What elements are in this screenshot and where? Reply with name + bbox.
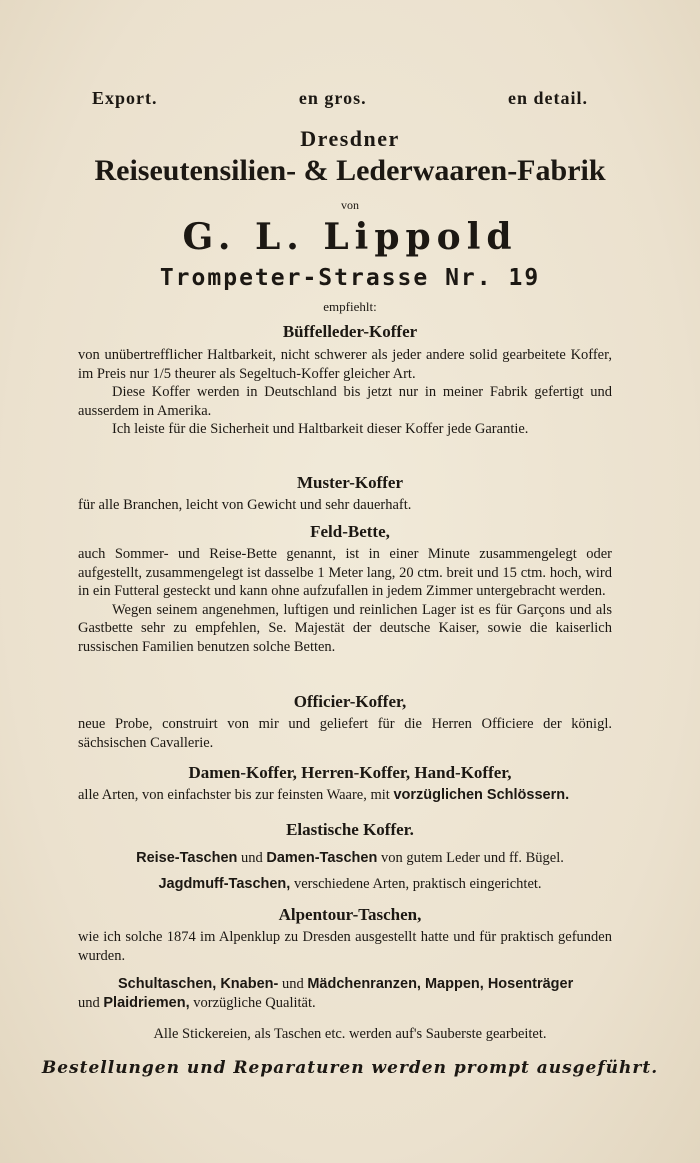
schultaschen-line-2 [78,994,612,1013]
reise-taschen-end: von gutem Leder und ff. Bügel. [377,850,564,866]
alpentour-paragraph: wie ich solche 1874 im Alpenklup zu Dresden ausgestellt hatte und für praktisch gefunden wurden. [78,929,612,964]
section-title-feld: Feld-Bette, [310,522,390,541]
section-body-schultaschen [78,975,612,1012]
damen-text: alle Arten, von einfachster bis zur feinsten Waare, mit [78,787,394,803]
section-title-muster: Muster-Koffer [296,473,404,492]
en-detail-label: en detail. [507,88,588,108]
jagdmuff-line [0,876,700,893]
reise-taschen-und: und [237,850,267,866]
schultaschen-end: vorzügliche Qualität. [189,994,316,1011]
street-address: Trompeter-Strasse Nr. 19 [159,265,541,291]
damen-bold-text: vorzüglichen Schlössern. [393,787,570,803]
dresdner-heading: Dresdner [300,126,400,151]
footer-note: Bestellungen und Reparaturen werden prompt ausgeführt. [41,1058,659,1078]
section-body-damen [78,786,612,805]
empfiehlt-label: empfiehlt: [323,299,377,314]
section-body-feld [78,545,612,656]
section-title-officier: Officier-Koffer, [293,692,407,711]
section-title-damen: Damen-Koffer, Herren-Koffer, Hand-Koffer, [188,763,512,782]
jagdmuff-end: verschiedene Arten, praktisch eingerichtet. [290,876,542,892]
reise-taschen-bold: Reise-Taschen [136,850,238,866]
schultaschen-und: und [278,976,308,992]
schultaschen-line-1 [78,975,612,994]
stickereien-line: Alle Stickereien, als Taschen etc. werden auf's Sauberste gearbeitet. [153,1026,547,1042]
feld-paragraph-1: auch Sommer- und Reise-Bette genannt, ist in einer Minute zusammengelegt oder aufgestellt, zusammengelegt ist dasselbe 1 Meter lang, 20 ctm. breit und 15 ctm. hoch, wird in ein Futteral gesteckt und kann ohne aufzufallen in jedem Zimmer untergebracht werden. [78,546,612,599]
feld-paragraph-2: Wegen seinem angenehmen, luftigen und reinlichen Lager ist es für Garçons und als Gastbette sehr zu empfehlen, Se. Majestät der deutsche Kaiser, sowie die kaiserlich russischen Familien benutzen solche Betten. [78,601,612,655]
von-label: von [341,198,359,212]
en-gros-label: en gros. [298,88,367,108]
section-title-bueffel: Büffelleder-Koffer [282,322,418,341]
export-label: Export. [92,88,158,108]
muster-paragraph: für alle Branchen, leicht von Gewicht und sehr dauerhaft. [78,497,412,513]
reise-taschen-line [0,850,700,867]
schultaschen-und-2: und [78,994,104,1011]
officier-paragraph: neue Probe, construirt von mir und geliefert für die Herren Officiere der königl. sächsischen Cavallerie. [78,716,612,751]
jagdmuff-bold: Jagdmuff-Taschen, [158,876,291,892]
section-title-alpentour: Alpentour-Taschen, [278,905,422,924]
trade-header [92,88,588,109]
schultaschen-bold-1: Schultaschen, Knaben- [118,976,279,992]
section-body-officier [78,715,612,752]
schultaschen-bold-2: Mädchenranzen, Mappen, Hosenträger [307,976,574,992]
section-title-elastisch: Elastische Koffer. [286,820,414,839]
company-name: G. L. Lippold [182,216,518,258]
factory-title: Reiseutensilien- & Lederwaaren-Fabrik [94,154,606,187]
bueffel-paragraph-1: von unübertrefflicher Haltbarkeit, nicht schwerer als jeder andere solid gearbeitete Koffer, im Preis nur 1/5 theurer als Segeltuch-Koffer gleicher Art. [78,347,612,382]
bueffel-paragraph-3: Ich leiste für die Sicherheit und Haltbarkeit dieser Koffer jede Garantie. [112,421,529,437]
bueffel-paragraph-2: Diese Koffer werden in Deutschland bis jetzt nur in meiner Fabrik gefertigt und ausserdem in Amerika. [78,384,612,419]
section-body-bueffel [78,346,612,439]
schultaschen-bold-3: Plaidriemen, [103,994,190,1011]
damen-taschen-bold: Damen-Taschen [266,850,378,866]
section-body-alpentour [78,928,612,965]
damen-paragraph [78,786,612,805]
section-body-muster [78,496,612,515]
